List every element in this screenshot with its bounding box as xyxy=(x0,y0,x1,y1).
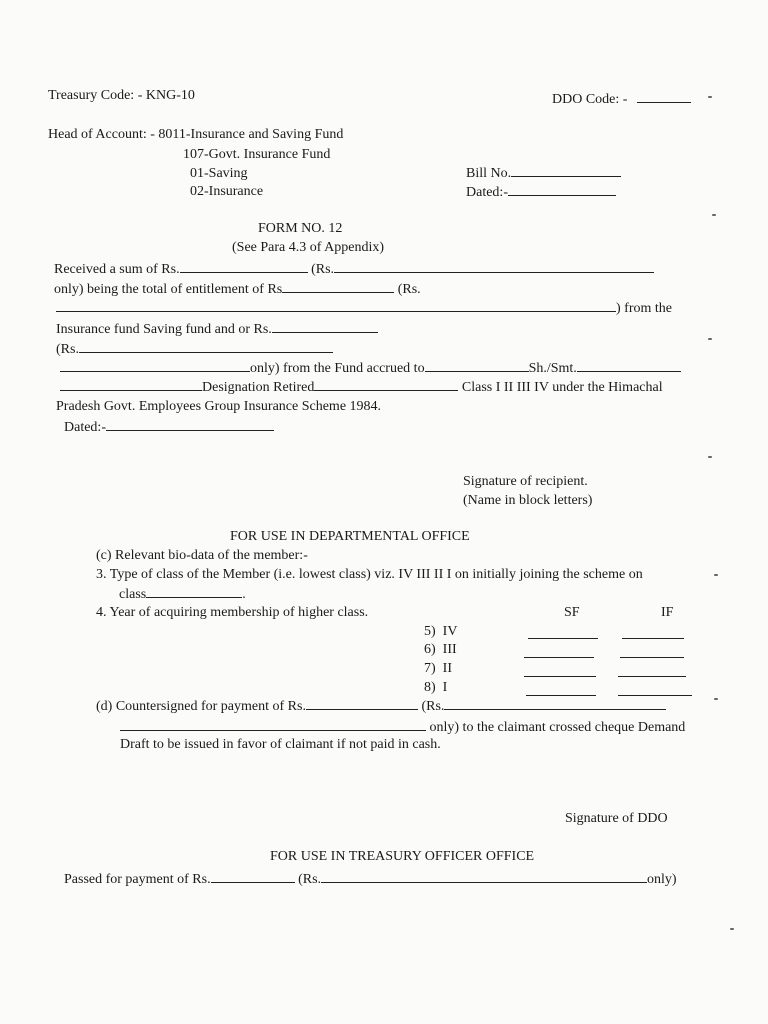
scan-speck xyxy=(730,928,734,930)
account-line-1: 107-Govt. Insurance Fund xyxy=(183,147,331,162)
sf-field[interactable] xyxy=(524,645,594,658)
bill-no: Bill No. xyxy=(466,164,621,182)
class-row: 8) I xyxy=(424,680,448,695)
class-row: 6) III xyxy=(424,642,457,657)
item-4: 4. Year of acquiring membership of higher class. xyxy=(96,605,369,620)
accrued-words-field[interactable] xyxy=(60,359,250,372)
scan-speck xyxy=(714,698,718,700)
form-subtitle: (See Para 4.3 of Appendix) xyxy=(232,240,385,255)
countersign-words-field-2[interactable] xyxy=(120,718,426,731)
recipient-signature: Signature of recipient. xyxy=(463,474,588,489)
recipient-name-block: (Name in block letters) xyxy=(463,493,593,508)
sh-smt-field[interactable] xyxy=(577,359,681,372)
account-line-2: 01-Saving xyxy=(190,166,248,181)
insurance-fund-words-field[interactable] xyxy=(79,340,333,353)
draft-line: Draft to be issued in favor of claimant if not paid in cash. xyxy=(120,737,441,752)
col-sf: SF xyxy=(564,605,580,620)
scan-speck xyxy=(714,574,718,576)
bill-no-field[interactable] xyxy=(511,164,621,177)
bill-dated-field[interactable] xyxy=(508,183,616,196)
sf-field[interactable] xyxy=(526,683,596,696)
scan-speck xyxy=(712,214,716,216)
ddo-code-label: DDO Code: - xyxy=(552,90,691,108)
item-d: (d) Countersigned for payment of Rs. (Rs. xyxy=(96,697,666,715)
head-of-account: Head of Account: - 8011-Insurance and Saving Fund xyxy=(48,127,344,142)
sf-field[interactable] xyxy=(528,626,598,639)
rs-words-line: (Rs. xyxy=(56,340,333,358)
item-c: (c) Relevant bio-data of the member:- xyxy=(96,548,308,563)
class-row: 7) II xyxy=(424,661,452,676)
class-row: 5) IV xyxy=(424,624,458,639)
received-words-field[interactable] xyxy=(334,260,654,273)
designation-field[interactable] xyxy=(314,378,458,391)
if-field[interactable] xyxy=(622,626,684,639)
col-if: IF xyxy=(661,605,674,620)
entitlement-line: only) being the total of entitlement of Rs (Rs. xyxy=(54,282,421,297)
passed-line: Passed for payment of Rs. (Rs. only) xyxy=(64,872,677,887)
bill-dated: Dated:- xyxy=(466,183,616,201)
designation-line: Designation Retired Class I II III IV under the Himachal xyxy=(60,378,663,396)
treasury-code: Treasury Code: - KNG-10 xyxy=(48,88,195,103)
departmental-heading: FOR USE IN DEPARTMENTAL OFFICE xyxy=(230,529,470,544)
passed-words-field[interactable] xyxy=(321,870,647,883)
if-field[interactable] xyxy=(620,645,684,658)
treasury-heading: FOR USE IN TREASURY OFFICER OFFICE xyxy=(270,849,535,864)
passed-amount-field[interactable] xyxy=(211,870,295,883)
entitlement-words-line: ) from the xyxy=(56,299,672,317)
body-dated-field[interactable] xyxy=(106,418,274,431)
scan-speck xyxy=(708,96,712,98)
entitlement-amount-field[interactable] xyxy=(282,280,394,293)
entitlement-words-field[interactable] xyxy=(56,299,616,312)
insurance-fund-amount-field[interactable] xyxy=(272,320,378,333)
ddo-code-field[interactable] xyxy=(637,90,691,103)
countersign-amount-field[interactable] xyxy=(306,697,418,710)
accrued-to-field[interactable] xyxy=(425,359,529,372)
countersign-words-field-1[interactable] xyxy=(444,697,666,710)
account-line-3: 02-Insurance xyxy=(190,184,264,199)
if-field[interactable] xyxy=(618,683,692,696)
insurance-fund-line: Insurance fund Saving fund and or Rs. xyxy=(56,320,378,338)
item-3: 3. Type of class of the Member (i.e. lowest class) viz. IV III II I on initially joining the scheme on xyxy=(96,567,643,582)
class-field[interactable] xyxy=(146,585,242,598)
if-field[interactable] xyxy=(618,664,686,677)
scan-speck xyxy=(708,338,712,340)
item-3-cont: class . xyxy=(119,587,246,602)
sf-field[interactable] xyxy=(524,664,596,677)
form-title: FORM NO. 12 xyxy=(258,221,343,236)
item-d-cont: only) to the claimant crossed cheque Demand xyxy=(120,718,685,736)
accrued-line: only) from the Fund accrued to Sh./Smt. xyxy=(60,359,681,377)
scan-speck xyxy=(708,456,712,458)
designation-prefix-field[interactable] xyxy=(60,378,202,391)
body-dated: Dated:- xyxy=(64,418,274,436)
received-line: Received a sum of Rs. (Rs. xyxy=(54,260,654,278)
pradesh-line: Pradesh Govt. Employees Group Insurance Scheme 1984. xyxy=(56,399,382,414)
signature-ddo: Signature of DDO xyxy=(565,811,668,826)
received-amount-field[interactable] xyxy=(180,260,308,273)
